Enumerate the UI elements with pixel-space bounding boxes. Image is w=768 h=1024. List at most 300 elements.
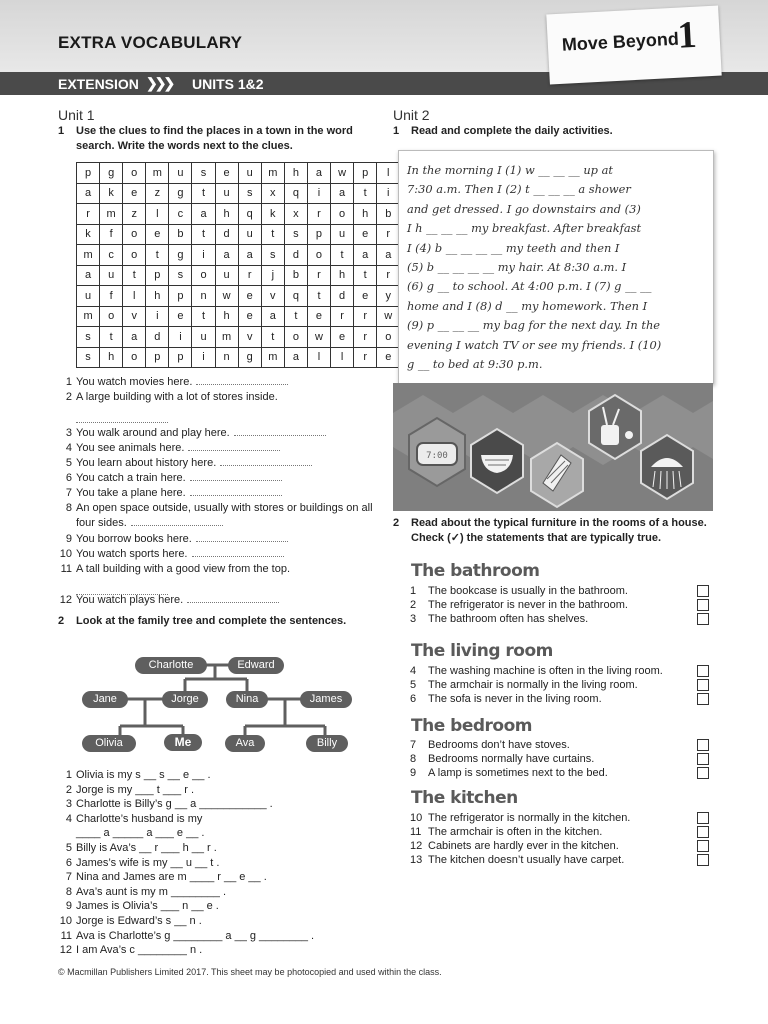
word-search-cell[interactable]: h [284, 163, 307, 184]
word-search-cell[interactable]: e [354, 224, 377, 245]
clue-item [58, 441, 388, 456]
word-search-cell[interactable]: h [354, 204, 377, 225]
room-title: The living room [411, 641, 553, 661]
question-number: 2 [58, 615, 65, 627]
family-sentence[interactable] [58, 768, 388, 783]
statement-item [410, 811, 710, 825]
check-box[interactable] [697, 767, 709, 779]
family-sentence[interactable] [58, 783, 388, 798]
check-box[interactable] [697, 679, 709, 691]
handwritten-line: home and I (8) d __ my homework. Then I [407, 298, 648, 313]
sentence-number: 6 [65, 856, 72, 869]
word-search-cell[interactable]: w [215, 286, 238, 307]
word-search-cell[interactable]: r [354, 306, 377, 327]
check-box[interactable] [697, 854, 709, 866]
word-search-cell[interactable]: e [215, 163, 238, 184]
statement-text: The refrigerator is never in the bathroom. [428, 599, 628, 611]
word-search-cell[interactable]: s [284, 224, 307, 245]
statement-item [410, 853, 710, 867]
word-search-cell[interactable]: p [146, 347, 169, 368]
word-search-cell[interactable]: r [307, 265, 330, 286]
extension-label: EXTENSION [58, 76, 139, 92]
word-search-cell[interactable]: e [238, 306, 261, 327]
answer-blank[interactable] [220, 456, 312, 466]
clue-text: A tall building with a good view from the top. [76, 563, 291, 575]
clue-text: A large building with a lot of stores inside. [76, 391, 278, 403]
check-box[interactable] [697, 840, 709, 852]
word-search-cell[interactable]: c [169, 204, 192, 225]
instruction-text: Read and complete the daily activities. [411, 125, 613, 137]
word-search-cell[interactable]: s [77, 347, 100, 368]
family-sentences [58, 768, 388, 958]
question-number: 1 [393, 125, 400, 137]
word-search-cell[interactable]: e [146, 224, 169, 245]
word-search-cell[interactable]: t [123, 265, 146, 286]
statement-text: The bathroom often has shelves. [428, 613, 589, 625]
word-search-cell[interactable]: b [377, 204, 400, 225]
handwritten-line: g __ to bed at 9:30 p.m. [407, 357, 543, 372]
tree-node-olivia: Olivia [82, 735, 136, 752]
word-search-cell[interactable]: e [377, 347, 400, 368]
word-search-cell[interactable]: a [354, 245, 377, 266]
tree-node-charlotte: Charlotte [135, 657, 207, 674]
word-search-cell[interactable]: f [100, 286, 123, 307]
word-search-cell[interactable]: d [284, 245, 307, 266]
unit2-heading: Unit 2 [393, 107, 430, 123]
word-search-cell[interactable]: p [307, 224, 330, 245]
clue-text: You borrow books here. [76, 533, 192, 545]
word-search-cell[interactable]: h [331, 265, 354, 286]
handwritten-line: (9) p __ __ __ my bag for the next day. In the [407, 318, 661, 333]
word-search-cell[interactable]: v [238, 327, 261, 348]
word-search-cell[interactable]: a [377, 245, 400, 266]
word-search-cell[interactable]: o [307, 245, 330, 266]
word-search-cell[interactable]: o [377, 327, 400, 348]
word-search-cell[interactable]: c [100, 245, 123, 266]
word-search-cell[interactable]: e [354, 286, 377, 307]
word-search-cell[interactable]: g [100, 163, 123, 184]
clue-item [58, 390, 388, 423]
word-search-cell[interactable]: u [169, 163, 192, 184]
sentence-number: 12 [59, 944, 72, 957]
clue-item [58, 456, 388, 471]
word-search-cell[interactable]: e [123, 183, 146, 204]
family-sentence[interactable] [58, 856, 388, 871]
statement-text: The sofa is never in the living room. [428, 693, 602, 705]
word-search-cell[interactable]: a [215, 245, 238, 266]
word-search-cell[interactable]: w [331, 163, 354, 184]
tree-node-me: Me [164, 734, 202, 751]
clue-item [58, 593, 388, 608]
word-search-cell[interactable]: m [261, 163, 284, 184]
word-search-cell[interactable]: a [238, 245, 261, 266]
word-search-cell[interactable]: o [100, 306, 123, 327]
clue-number: 9 [65, 533, 72, 545]
word-search-cell[interactable]: e [169, 306, 192, 327]
clue-item [58, 532, 388, 547]
clue-item [58, 562, 388, 595]
word-search-cell[interactable]: h [146, 286, 169, 307]
answer-blank[interactable] [192, 547, 284, 557]
word-search-cell[interactable]: x [284, 204, 307, 225]
word-search-cell[interactable]: u [77, 286, 100, 307]
word-search-cell[interactable]: p [354, 163, 377, 184]
family-sentence[interactable] [58, 885, 388, 900]
statement-number: 12 [410, 840, 423, 852]
word-search-cell[interactable]: u [100, 265, 123, 286]
word-search-cell[interactable]: a [284, 347, 307, 368]
tree-node-jane: Jane [82, 691, 128, 708]
clue-number: 8 [65, 502, 72, 514]
word-search-cell[interactable]: i [146, 306, 169, 327]
word-search-cell[interactable]: x [261, 183, 284, 204]
brand-ticket [546, 6, 721, 85]
word-search-cell[interactable]: h [215, 204, 238, 225]
word-search-cell[interactable]: p [169, 286, 192, 307]
answer-blank[interactable] [190, 486, 282, 496]
check-box[interactable] [697, 665, 709, 677]
clue-number: 3 [65, 427, 72, 439]
check-box[interactable] [697, 826, 709, 838]
family-sentence[interactable] [58, 929, 388, 944]
handwritten-line: I (4) b __ __ __ __ my teeth and then I [407, 240, 620, 255]
sentence-text: James’s wife is my __ u __ t . [76, 856, 220, 869]
units-label: UNITS 1&2 [192, 76, 264, 92]
statement-text: The refrigerator is normally in the kitchen. [428, 812, 631, 824]
word-search-cell[interactable]: u [331, 224, 354, 245]
word-search-cell[interactable]: t [284, 306, 307, 327]
word-search-cell[interactable]: v [123, 306, 146, 327]
word-search-cell[interactable]: t [100, 327, 123, 348]
check-box[interactable] [697, 585, 709, 597]
statement-number: 3 [410, 613, 417, 625]
word-search-cell[interactable]: e [331, 327, 354, 348]
word-search-cell[interactable]: m [100, 204, 123, 225]
check-box[interactable] [697, 599, 709, 611]
word-search-cell[interactable]: b [284, 265, 307, 286]
hexagon-icons [393, 383, 713, 511]
check-box[interactable] [697, 613, 709, 625]
word-search-cell[interactable]: z [146, 183, 169, 204]
sentence-text: Charlotte is Billy’s g __ a ___________ . [76, 798, 273, 811]
word-search-cell[interactable]: j [261, 265, 284, 286]
clue-text: An open space outside, usually with stores or buildings on all four sides. [76, 502, 373, 529]
statement-number: 1 [410, 585, 417, 597]
word-search-cell[interactable]: n [192, 286, 215, 307]
word-search-cell[interactable]: q [238, 204, 261, 225]
word-search-cell[interactable]: l [307, 347, 330, 368]
answer-blank[interactable] [76, 413, 168, 423]
clue-text: You learn about history here. [76, 457, 217, 469]
word-search-cell[interactable]: a [123, 327, 146, 348]
answer-blank[interactable] [234, 426, 326, 436]
word-search-cell[interactable]: u [192, 327, 215, 348]
statement-item [410, 664, 710, 678]
clue-number: 2 [65, 391, 72, 403]
sentence-text: Jorge is my ___ t ___ r . [76, 783, 194, 796]
word-search-cell[interactable]: s [169, 265, 192, 286]
clue-item [58, 486, 388, 501]
word-search-cell[interactable]: r [77, 204, 100, 225]
statement-number: 4 [410, 665, 417, 677]
word-search-cell[interactable]: h [100, 347, 123, 368]
answer-blank[interactable] [196, 375, 288, 385]
word-search-grid[interactable] [76, 162, 400, 368]
sentence-text: Charlotte’s husband is my [76, 812, 203, 825]
word-search-cell[interactable]: t [261, 327, 284, 348]
word-search-cell[interactable]: r [354, 327, 377, 348]
statement-text: Bedrooms don’t have stoves. [428, 739, 570, 751]
check-box[interactable] [697, 753, 709, 765]
sentence-text: Jorge is Edward’s s __ n . [76, 914, 202, 927]
sentence-number: 1 [65, 769, 72, 781]
statement-number: 10 [410, 812, 423, 824]
word-search-cell[interactable]: r [377, 224, 400, 245]
statement-number: 2 [410, 599, 417, 611]
word-search-cell[interactable]: w [307, 327, 330, 348]
word-search-cell[interactable]: o [123, 347, 146, 368]
word-search-cell[interactable]: r [238, 265, 261, 286]
word-search-cell[interactable]: o [284, 327, 307, 348]
word-search-row [77, 347, 400, 368]
word-search-cell[interactable]: r [331, 306, 354, 327]
clue-text: You watch sports here. [76, 548, 188, 560]
word-search-cell[interactable]: i [307, 183, 330, 204]
check-box[interactable] [697, 739, 709, 751]
statement-number: 8 [410, 753, 417, 765]
tree-node-edward: Edward [228, 657, 284, 674]
statement-text: Cabinets are hardly ever in the kitchen. [428, 840, 619, 852]
word-search-cell[interactable]: g [169, 245, 192, 266]
word-search-cell[interactable]: u [215, 183, 238, 204]
statement-text: The kitchen doesn’t usually have carpet. [428, 854, 625, 866]
statement-number: 7 [410, 739, 417, 751]
word-search-cell[interactable]: k [77, 224, 100, 245]
word-search-cell[interactable]: s [261, 245, 284, 266]
word-search-cell[interactable]: e [307, 306, 330, 327]
word-search-cell[interactable]: m [261, 347, 284, 368]
word-search-cell[interactable]: d [215, 224, 238, 245]
handwritten-line: (5) b __ __ __ __ my hair. At 8:30 a.m. I [407, 260, 627, 275]
word-search-cell[interactable]: l [331, 347, 354, 368]
word-search-cell[interactable]: a [192, 204, 215, 225]
word-search-cell[interactable]: o [123, 245, 146, 266]
statement-text: The armchair is often in the kitchen. [428, 826, 603, 838]
clue-number: 4 [65, 442, 72, 454]
tree-node-james: James [300, 691, 352, 708]
handwritten-line: evening I watch TV or see my friends. I (10) [407, 337, 662, 352]
statement-item [410, 766, 710, 780]
word-search-cell[interactable]: t [261, 224, 284, 245]
word-search-cell[interactable]: k [261, 204, 284, 225]
clue-text: You see animals here. [76, 442, 185, 454]
family-sentence[interactable] [58, 870, 388, 885]
word-search-cell[interactable]: t [192, 183, 215, 204]
word-search-cell[interactable]: a [307, 163, 330, 184]
clue-number: 1 [65, 376, 72, 388]
word-search-cell[interactable]: l [377, 163, 400, 184]
question-number: 2 [393, 517, 400, 529]
page-title: EXTRA VOCABULARY [58, 33, 243, 52]
word-search-cell[interactable]: e [238, 286, 261, 307]
word-search-cell[interactable]: a [331, 183, 354, 204]
word-search-row [77, 204, 400, 225]
answer-blank[interactable] [131, 516, 223, 526]
unit2-q2-instruction [393, 516, 713, 546]
word-search-cell[interactable]: t [307, 286, 330, 307]
statement-number: 5 [410, 679, 417, 691]
word-search-cell[interactable]: s [77, 327, 100, 348]
word-search-cell[interactable]: i [169, 327, 192, 348]
word-search-cell[interactable]: v [261, 286, 284, 307]
sentence-number: 4 [65, 812, 72, 825]
clue-number: 6 [65, 472, 72, 484]
word-search-cell[interactable]: t [146, 245, 169, 266]
word-search-cell[interactable]: m [215, 327, 238, 348]
family-tree [80, 654, 380, 754]
word-search-cell[interactable]: m [77, 306, 100, 327]
word-search-cell[interactable]: b [169, 224, 192, 245]
handwritten-line: In the morning I (1) w __ __ __ up at [407, 163, 613, 177]
word-search-cell[interactable]: o [123, 163, 146, 184]
word-search-cell[interactable]: p [146, 265, 169, 286]
statement-number: 6 [410, 693, 417, 705]
room-title: The bathroom [411, 561, 540, 581]
tree-node-nina: Nina [226, 691, 268, 708]
statement-text: The washing machine is often in the living room. [428, 665, 663, 677]
word-search-cell[interactable]: w [377, 306, 400, 327]
sentence-number: 5 [65, 841, 72, 854]
word-search-cell[interactable]: y [377, 286, 400, 307]
answer-blank[interactable] [196, 532, 288, 542]
check-box[interactable] [697, 693, 709, 705]
statement-item [410, 839, 710, 853]
statement-item [410, 612, 710, 626]
sentence-number: 10 [59, 914, 72, 927]
handwritten-line: 7:30 a.m. Then I (2) t __ __ __ a shower [407, 182, 631, 197]
word-search-cell[interactable]: t [192, 306, 215, 327]
family-sentence[interactable] [58, 812, 388, 827]
word-search-row [77, 183, 400, 204]
answer-blank[interactable] [190, 471, 282, 481]
clue-item [58, 471, 388, 486]
statement-item [410, 738, 710, 752]
word-search-row [77, 306, 400, 327]
check-box[interactable] [697, 812, 709, 824]
word-search-cell[interactable]: k [100, 183, 123, 204]
word-search-cell[interactable]: s [192, 163, 215, 184]
word-search-cell[interactable]: u [215, 265, 238, 286]
clue-text: You take a plane here. [76, 487, 186, 499]
word-search-cell[interactable]: s [238, 183, 261, 204]
sentence-number: 2 [65, 783, 72, 796]
word-search-cell[interactable]: n [215, 347, 238, 368]
answer-blank[interactable] [188, 441, 280, 451]
word-search-cell[interactable]: t [331, 245, 354, 266]
word-search-cell[interactable]: u [238, 163, 261, 184]
word-search-cell[interactable]: o [331, 204, 354, 225]
handwritten-line: I h __ __ __ my breakfast. After breakfast [407, 221, 642, 236]
word-search-cell[interactable]: q [284, 286, 307, 307]
statement-number: 9 [410, 767, 417, 779]
clock-time: 7:00 [426, 451, 448, 461]
word-search-cell[interactable]: a [77, 265, 100, 286]
word-search-cell[interactable]: g [169, 183, 192, 204]
word-search-cell[interactable]: r [354, 347, 377, 368]
sentence-text: James is Olivia’s ___ n __ e . [76, 900, 219, 913]
word-search-cell[interactable]: m [146, 163, 169, 184]
sentence-text: ____ a _____ a ___ e __ . [76, 827, 205, 840]
statement-number: 13 [410, 854, 423, 866]
daily-activities-note [398, 150, 714, 384]
statement-text: Bedrooms normally have curtains. [428, 753, 595, 765]
statement-item [410, 752, 710, 766]
word-search-cell[interactable]: i [377, 183, 400, 204]
word-search-cell[interactable]: d [331, 286, 354, 307]
sentence-text: Ava’s aunt is my m ________ . [76, 885, 227, 898]
family-sentence[interactable] [58, 841, 388, 856]
answer-blank[interactable] [187, 593, 279, 603]
family-sentence[interactable] [58, 826, 388, 841]
word-search-cell[interactable]: a [77, 183, 100, 204]
family-sentence[interactable] [58, 797, 388, 812]
brand-name: Move Beyond [561, 28, 680, 55]
word-search-cell[interactable]: a [261, 306, 284, 327]
word-search-cell[interactable]: i [192, 347, 215, 368]
sentence-number: 11 [60, 929, 72, 942]
clue-number: 10 [59, 548, 72, 560]
room-title: The bedroom [411, 716, 532, 736]
statement-item [410, 825, 710, 839]
word-search-cell[interactable]: p [169, 347, 192, 368]
tree-node-ava: Ava [225, 735, 265, 752]
word-search-cell[interactable]: f [100, 224, 123, 245]
word-search-cell[interactable]: m [77, 245, 100, 266]
word-search-cell[interactable]: h [215, 306, 238, 327]
word-search-cell[interactable]: r [377, 265, 400, 286]
family-sentence[interactable] [58, 914, 388, 929]
word-search-cell[interactable]: t [354, 265, 377, 286]
clue-text: You walk around and play here. [76, 427, 230, 439]
word-search-cell[interactable]: r [307, 204, 330, 225]
word-search-cell[interactable]: t [354, 183, 377, 204]
statement-text: The armchair is normally in the living room. [428, 679, 638, 691]
unit1-q2-instruction [58, 614, 388, 629]
word-search-cell[interactable]: u [238, 224, 261, 245]
word-search-cell[interactable]: t [192, 224, 215, 245]
unit1-q1-instruction [58, 124, 388, 154]
word-search-row [77, 224, 400, 245]
family-sentence[interactable] [58, 943, 388, 958]
statement-item [410, 692, 710, 706]
word-search-cell[interactable]: g [238, 347, 261, 368]
word-search-cell[interactable]: o [192, 265, 215, 286]
word-search-cell[interactable]: z [123, 204, 146, 225]
statement-item [410, 598, 710, 612]
copyright-footer: © Macmillan Publishers Limited 2017. This sheet may be photocopied and used within the class. [58, 967, 442, 977]
word-search-cell[interactable]: l [146, 204, 169, 225]
question-number: 1 [58, 125, 65, 137]
word-search-cell[interactable]: q [284, 183, 307, 204]
word-search-cell[interactable]: o [123, 224, 146, 245]
word-search-cell[interactable]: d [146, 327, 169, 348]
sentence-text: Ava is Charlotte’s g ________ a __ g ________ . [76, 929, 315, 942]
word-search-cell[interactable]: l [123, 286, 146, 307]
word-search-cell[interactable]: p [77, 163, 100, 184]
sentence-text: Nina and James are m ____ r __ e __ . [76, 871, 267, 884]
word-search-cell[interactable]: i [192, 245, 215, 266]
family-sentence[interactable] [58, 899, 388, 914]
